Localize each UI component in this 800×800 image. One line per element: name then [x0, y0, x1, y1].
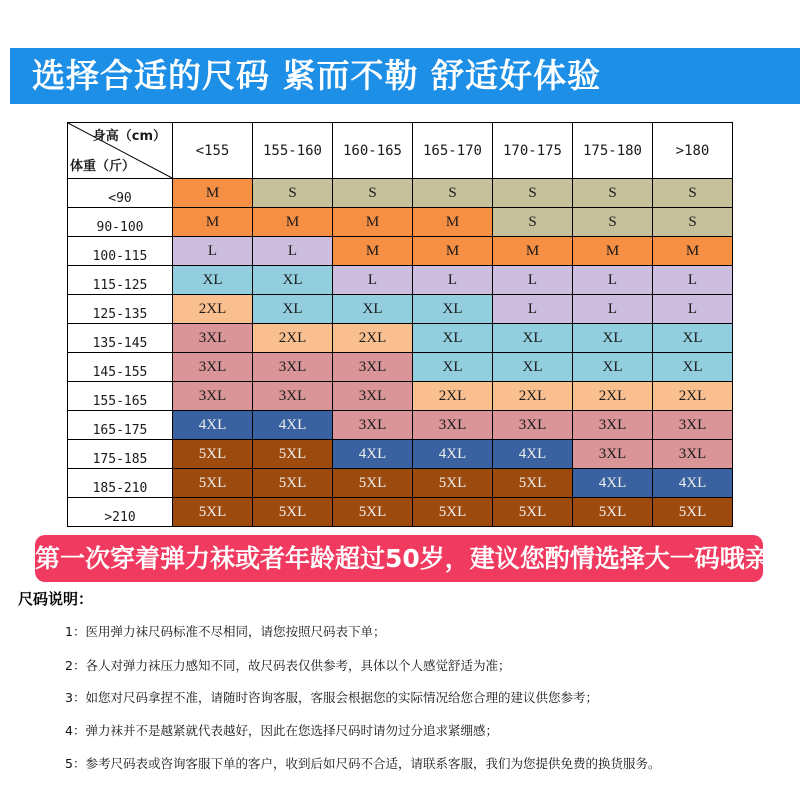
- size-cell: 5XL: [173, 440, 253, 469]
- size-cell: 5XL: [653, 498, 733, 527]
- size-cell: 5XL: [173, 469, 253, 498]
- size-cell: L: [413, 266, 493, 295]
- row-header-weight: [68, 295, 173, 324]
- size-cell: 2XL: [493, 382, 573, 411]
- size-cell: 2XL: [173, 295, 253, 324]
- size-cell: S: [653, 208, 733, 237]
- size-cell: 4XL: [653, 469, 733, 498]
- size-cell: 2XL: [413, 382, 493, 411]
- size-cell: L: [173, 237, 253, 266]
- size-cell: 3XL: [173, 353, 253, 382]
- column-header: 170-175: [493, 123, 573, 179]
- size-cell: 3XL: [573, 440, 653, 469]
- size-cell: XL: [573, 324, 653, 353]
- size-cell: S: [253, 179, 333, 208]
- size-cell: 4XL: [333, 440, 413, 469]
- size-cell: 3XL: [573, 411, 653, 440]
- table-row: [68, 324, 733, 353]
- column-header: 155-160: [253, 123, 333, 179]
- row-header-label: 185-210: [92, 481, 148, 496]
- size-cell: 3XL: [173, 382, 253, 411]
- row-header-label: 155-165: [92, 394, 148, 409]
- size-cell: XL: [413, 353, 493, 382]
- size-cell: S: [333, 179, 413, 208]
- row-header-label: 90-100: [96, 220, 144, 235]
- table-corner-cell: [68, 123, 173, 179]
- row-header-weight: [68, 382, 173, 411]
- column-header: 175-180: [573, 123, 653, 179]
- size-cell: 4XL: [413, 440, 493, 469]
- header-banner: [10, 48, 800, 104]
- size-cell: M: [413, 208, 493, 237]
- size-cell: M: [413, 237, 493, 266]
- size-cell: M: [173, 208, 253, 237]
- size-cell: 3XL: [333, 353, 413, 382]
- table-row: [68, 295, 733, 324]
- row-header-weight: [68, 411, 173, 440]
- size-cell: M: [653, 237, 733, 266]
- column-header: 160-165: [333, 123, 413, 179]
- advice-banner: [35, 535, 795, 582]
- row-header-weight: [68, 440, 173, 469]
- table-row: [68, 382, 733, 411]
- size-cell: 3XL: [253, 382, 333, 411]
- table-row: [68, 208, 733, 237]
- table-row: [68, 179, 733, 208]
- size-cell: 3XL: [493, 411, 573, 440]
- row-header-weight: [68, 266, 173, 295]
- row-header-weight: [68, 469, 173, 498]
- size-cell: XL: [333, 295, 413, 324]
- size-cell: 3XL: [333, 382, 413, 411]
- size-cell: S: [493, 179, 573, 208]
- size-cell: 5XL: [333, 498, 413, 527]
- size-cell: XL: [653, 353, 733, 382]
- row-header-label: 125-135: [92, 307, 148, 322]
- size-cell: M: [573, 237, 653, 266]
- column-header: <155: [173, 123, 253, 179]
- size-cell: 5XL: [173, 498, 253, 527]
- size-cell: 5XL: [253, 469, 333, 498]
- note-item: 4：弹力袜并不是越紧就代表越好，因此在您选择尺码时请勿过分追求紧绷感；: [65, 723, 498, 738]
- row-header-weight: [68, 208, 173, 237]
- size-cell: XL: [653, 324, 733, 353]
- note-item: 1：医用弹力袜尺码标准不尽相同，请您按照尺码表下单；: [65, 624, 386, 639]
- row-header-label: 135-145: [92, 336, 148, 351]
- row-header-label: <90: [108, 191, 132, 206]
- size-cell: 3XL: [173, 324, 253, 353]
- table-header-row: [68, 123, 733, 179]
- size-cell: XL: [413, 295, 493, 324]
- weight-axis-label: 体重（斤）: [70, 159, 136, 174]
- size-cell: XL: [253, 266, 333, 295]
- size-cell: XL: [493, 324, 573, 353]
- size-cell: 4XL: [253, 411, 333, 440]
- row-header-weight: [68, 179, 173, 208]
- size-cell: 2XL: [653, 382, 733, 411]
- size-cell: L: [573, 295, 653, 324]
- table-row: [68, 411, 733, 440]
- size-cell: M: [333, 237, 413, 266]
- size-cell: S: [573, 179, 653, 208]
- size-cell: 5XL: [493, 498, 573, 527]
- size-cell: 5XL: [413, 498, 493, 527]
- table-row: [68, 237, 733, 266]
- row-header-weight: [68, 324, 173, 353]
- size-cell: S: [653, 179, 733, 208]
- row-header-label: >210: [104, 510, 136, 525]
- notes-title: 尺码说明：: [18, 590, 94, 608]
- row-header-label: 175-185: [92, 452, 148, 467]
- size-cell: L: [493, 295, 573, 324]
- size-cell: 3XL: [333, 411, 413, 440]
- size-cell: M: [333, 208, 413, 237]
- size-cell: 4XL: [573, 469, 653, 498]
- size-cell: XL: [493, 353, 573, 382]
- size-cell: L: [333, 266, 413, 295]
- table-row: [68, 469, 733, 498]
- size-cell: 3XL: [653, 440, 733, 469]
- height-axis-label: 身高（cm）: [92, 129, 166, 144]
- size-cell: 2XL: [573, 382, 653, 411]
- size-cell: 5XL: [493, 469, 573, 498]
- row-header-label: 100-115: [92, 249, 148, 264]
- table-row: [68, 353, 733, 382]
- size-cell: L: [253, 237, 333, 266]
- size-cell: M: [173, 179, 253, 208]
- advice-text: 第一次穿着弹力袜或者年龄超过50岁，建议您酌情选择大一码哦亲！: [35, 544, 795, 573]
- size-cell: L: [493, 266, 573, 295]
- note-item: 3：如您对尺码拿捏不准，请随时咨询客服，客服会根据您的实际情况给您合理的建议供您参考；: [65, 690, 598, 705]
- row-header-weight: [68, 353, 173, 382]
- row-header-label: 165-175: [92, 423, 148, 438]
- size-cell: 5XL: [253, 440, 333, 469]
- size-cell: L: [573, 266, 653, 295]
- column-header: >180: [653, 123, 733, 179]
- size-cell: L: [653, 266, 733, 295]
- size-cell: 5XL: [413, 469, 493, 498]
- table-row: [68, 498, 733, 527]
- size-cell: XL: [253, 295, 333, 324]
- row-header-label: 115-125: [92, 278, 148, 293]
- size-cell: S: [413, 179, 493, 208]
- note-item: 5：参考尺码表或咨询客服下单的客户，收到后如尺码不合适，请联系客服，我们为您提供免费的换货服务。: [65, 756, 661, 771]
- size-cell: S: [493, 208, 573, 237]
- note-item: 2：各人对弹力袜压力感知不同，故尺码表仅供参考，具体以个人感觉舒适为准；: [65, 658, 511, 673]
- size-cell: 5XL: [573, 498, 653, 527]
- size-cell: 3XL: [253, 353, 333, 382]
- size-cell: M: [493, 237, 573, 266]
- size-cell: 4XL: [493, 440, 573, 469]
- size-cell: S: [573, 208, 653, 237]
- size-cell: M: [253, 208, 333, 237]
- size-cell: XL: [573, 353, 653, 382]
- size-cell: XL: [173, 266, 253, 295]
- page-title: 选择合适的尺码 紧而不勒 舒适好体验: [32, 56, 601, 95]
- size-cell: 3XL: [653, 411, 733, 440]
- size-cell: L: [653, 295, 733, 324]
- size-cell: 5XL: [253, 498, 333, 527]
- size-cell: 5XL: [333, 469, 413, 498]
- row-header-weight: [68, 237, 173, 266]
- size-cell: XL: [413, 324, 493, 353]
- table-row: [68, 266, 733, 295]
- column-header: 165-170: [413, 123, 493, 179]
- size-cell: 2XL: [253, 324, 333, 353]
- table-row: [68, 440, 733, 469]
- size-cell: 4XL: [173, 411, 253, 440]
- size-cell: 2XL: [333, 324, 413, 353]
- size-cell: 3XL: [413, 411, 493, 440]
- row-header-label: 145-155: [92, 365, 148, 380]
- row-header-weight: [68, 498, 173, 527]
- size-chart-table: [67, 122, 733, 527]
